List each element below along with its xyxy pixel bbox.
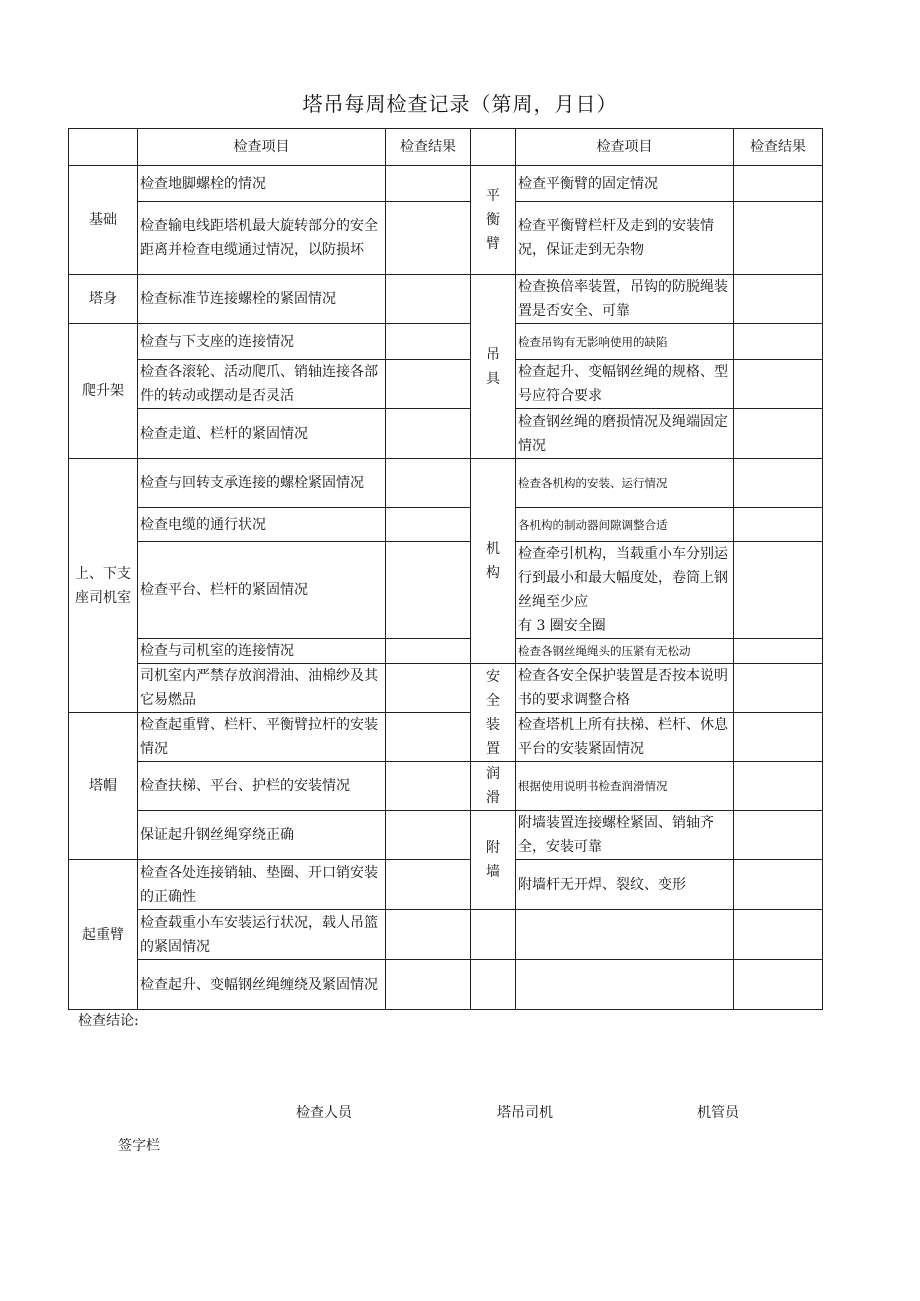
table-row (69, 459, 823, 508)
result-cell[interactable] (734, 360, 823, 409)
check-item: 检查各处连接销轴、垫圈、开口销安装的正确性 (138, 860, 386, 910)
result-cell[interactable] (734, 202, 823, 275)
manager-label: 机管员 (697, 1105, 739, 1121)
check-item: 检查起升、变幅钢丝绳缠绕及紧固情况 (138, 960, 386, 1010)
table-row (69, 860, 823, 910)
result-cell[interactable] (386, 910, 471, 960)
blank-cell (471, 960, 516, 1010)
category-pashengjia: 爬升架 (69, 324, 138, 459)
signature-field-label: 签字栏 (118, 1138, 160, 1154)
result-cell[interactable] (734, 811, 823, 860)
result-cell[interactable] (734, 542, 823, 639)
category-sijishi: 上、下支座司机室 (69, 459, 138, 713)
result-cell[interactable] (386, 459, 471, 508)
result-cell[interactable] (386, 960, 471, 1010)
table-row (69, 275, 823, 324)
check-item: 检查输电线距塔机最大旋转部分的安全距离并检查电缆通过情况，以防损坏 (138, 202, 386, 275)
check-item: 检查各钢丝绳绳头的压紧有无松动 (516, 639, 734, 664)
blank-cell (471, 910, 516, 960)
header-item-2: 检查项目 (516, 129, 734, 166)
check-item: 检查扶梯、平台、护栏的安装情况 (138, 762, 386, 811)
result-cell[interactable] (734, 459, 823, 508)
table-row (69, 811, 823, 860)
header-blank (69, 129, 138, 166)
category-tashen: 塔身 (69, 275, 138, 324)
result-cell[interactable] (386, 762, 471, 811)
result-cell[interactable] (386, 664, 471, 713)
check-item: 检查标准节连接螺栓的紧固情况 (138, 275, 386, 324)
table-row (69, 324, 823, 360)
header-item: 检查项目 (138, 129, 386, 166)
check-item: 检查钢丝绳的磨损情况及绳端固定情况 (516, 409, 734, 459)
table-row (69, 508, 823, 542)
header-result: 检查结果 (386, 129, 471, 166)
blank-cell (516, 910, 734, 960)
inspector-label: 检查人员 (296, 1105, 352, 1121)
table-row (69, 542, 823, 639)
category-anquan: 安 全 装 置 (471, 664, 516, 762)
header-blank-2 (471, 129, 516, 166)
header-result-2: 检查结果 (734, 129, 823, 166)
category-runhua: 润 滑 (471, 762, 516, 811)
category-jigou: 机 构 (471, 459, 516, 664)
check-item: 检查各机构的安装、运行情况 (516, 459, 734, 508)
table-row (69, 166, 823, 202)
check-item: 检查吊钩有无影响使用的缺陷 (516, 324, 734, 360)
check-item: 根据使用说明书检查润滑情况 (516, 762, 734, 811)
result-cell[interactable] (386, 360, 471, 409)
result-cell[interactable] (386, 508, 471, 542)
result-cell[interactable] (734, 910, 823, 960)
result-cell[interactable] (386, 811, 471, 860)
page-title: 塔吊每周检查记录（第周，月日） (302, 92, 618, 116)
table-row (69, 713, 823, 762)
conclusion-label: 检查结论: (78, 1013, 139, 1029)
inspection-table (68, 128, 823, 1010)
table-header-row (69, 129, 823, 166)
check-item: 检查各安全保护装置是否按本说明书的要求调整合格 (516, 664, 734, 713)
category-tamao: 塔帽 (69, 713, 138, 860)
table-row (69, 762, 823, 811)
category-diaoju: 吊 具 (471, 275, 516, 459)
check-item: 检查走道、栏杆的紧固情况 (138, 409, 386, 459)
check-item: 检查地脚螺栓的情况 (138, 166, 386, 202)
result-cell[interactable] (734, 960, 823, 1010)
result-cell[interactable] (386, 166, 471, 202)
category-qizhongbi: 起重臂 (69, 860, 138, 1010)
category-fuqiang: 附 墙 (471, 811, 516, 910)
table-row (69, 360, 823, 409)
result-cell[interactable] (734, 762, 823, 811)
check-item: 检查换倍率装置，吊钩的防脱绳装置是否安全、可靠 (516, 275, 734, 324)
result-cell[interactable] (734, 664, 823, 713)
result-cell[interactable] (734, 639, 823, 664)
check-item: 检查电缆的通行状况 (138, 508, 386, 542)
result-cell[interactable] (386, 639, 471, 664)
check-item: 检查起升、变幅钢丝绳的规格、型号应符合要求 (516, 360, 734, 409)
result-cell[interactable] (734, 324, 823, 360)
result-cell[interactable] (386, 275, 471, 324)
check-item: 检查各滚轮、活动爬爪、销轴连接各部件的转动或摆动是否灵活 (138, 360, 386, 409)
table-row (69, 664, 823, 713)
table-row (69, 409, 823, 459)
check-item: 司机室内严禁存放润滑油、油棉纱及其它易燃品 (138, 664, 386, 713)
result-cell[interactable] (386, 713, 471, 762)
result-cell[interactable] (734, 713, 823, 762)
check-item: 检查牵引机构，当载重小车分别运行到最小和最大幅度处，卷筒上钢丝绳至少应 有 3 圈安全圈 (516, 542, 734, 639)
check-item: 检查载重小车安装运行状况，载人吊篮的紧固情况 (138, 910, 386, 960)
result-cell[interactable] (386, 860, 471, 910)
check-item: 检查与回转支承连接的螺栓紧固情况 (138, 459, 386, 508)
check-item: 各机构的制动器间隙调整合适 (516, 508, 734, 542)
result-cell[interactable] (386, 202, 471, 275)
check-item: 检查平衡臂的固定情况 (516, 166, 734, 202)
result-cell[interactable] (734, 409, 823, 459)
result-cell[interactable] (734, 860, 823, 910)
check-item: 保证起升钢丝绳穿绕正确 (138, 811, 386, 860)
check-item: 检查平衡臂栏杆及走到的安装情况，保证走到无杂物 (516, 202, 734, 275)
blank-cell (516, 960, 734, 1010)
check-item: 检查与司机室的连接情况 (138, 639, 386, 664)
result-cell[interactable] (734, 275, 823, 324)
result-cell[interactable] (386, 542, 471, 639)
table-row (69, 960, 823, 1010)
result-cell[interactable] (386, 324, 471, 360)
check-item: 检查塔机上所有扶梯、栏杆、休息平台的安装紧固情况 (516, 713, 734, 762)
result-cell[interactable] (734, 508, 823, 542)
check-item: 检查与下支座的连接情况 (138, 324, 386, 360)
category-jichu: 基础 (69, 166, 138, 275)
check-item: 检查起重臂、栏杆、平衡臂拉杆的安装情况 (138, 713, 386, 762)
check-item: 附墙杆无开焊、裂纹、变形 (516, 860, 734, 910)
result-cell[interactable] (734, 166, 823, 202)
category-pinghengbi: 平 衡 臂 (471, 166, 516, 275)
table-row (69, 910, 823, 960)
check-item: 附墙装置连接螺栓紧固、销轴齐全，安装可靠 (516, 811, 734, 860)
table-row (69, 639, 823, 664)
driver-label: 塔吊司机 (497, 1105, 553, 1121)
result-cell[interactable] (386, 409, 471, 459)
table-row (69, 202, 823, 275)
check-item: 检查平台、栏杆的紧固情况 (138, 542, 386, 639)
